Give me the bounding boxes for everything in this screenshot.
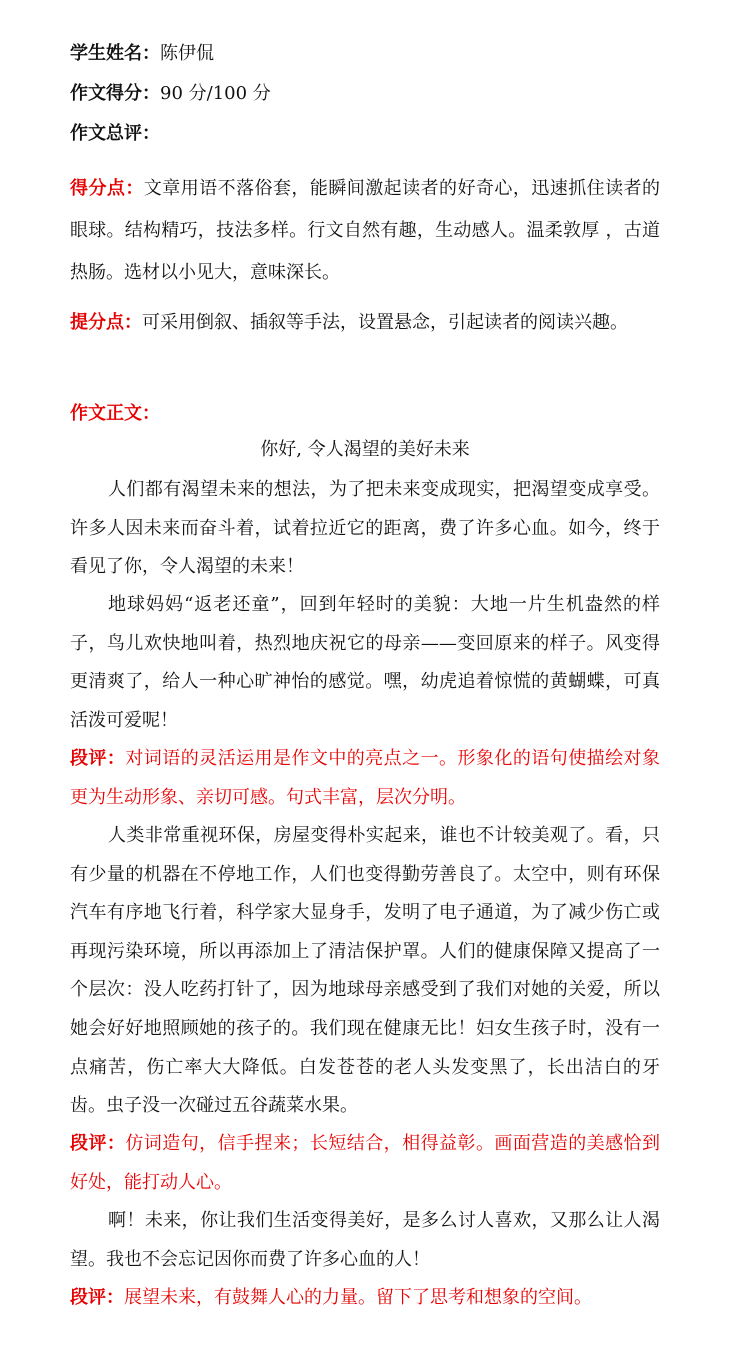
score-label: 作文得分：: [70, 83, 160, 104]
merits-text: 文章用语不落俗套，能瞬间激起读者的好奇心，迅速抓住读者的眼球。结构精巧，技法多样。行文自然有趣，生动感人。温柔敦厚 ，古道热肠。选材以小见大，意味深长。: [70, 178, 661, 283]
merits-tag: 得分点：: [70, 178, 144, 199]
student-name-label: 学生姓名：: [70, 43, 160, 64]
score-row: [70, 82, 271, 106]
improve-tag: 提分点：: [70, 312, 142, 333]
paragraph-review-3-tag: 段评：: [70, 1287, 124, 1308]
paragraph-review-1-text: 对词语的灵活运用是作文中的亮点之一。形象化的语句使描绘对象更为生动形象、亲切可感。句式丰富，层次分明。: [70, 748, 661, 808]
improve-paragraph: [70, 302, 660, 344]
student-name-row: [70, 42, 214, 66]
paragraph-review-3-text: 展望未来，有鼓舞人心的力量。留下了思考和想象的空间。: [124, 1287, 592, 1308]
essay-paragraph-2: 地球妈妈“返老还童”，回到年轻时的美貌：大地一片生机盎然的样子，鸟儿欢快地叫着，热烈地庆祝它的母亲——变回原来的样子。风变得更清爽了，给人一种心旷神怡的感觉。嘿，幼虎追着惊慌的黄蝴蝶，可真活泼可爱呢！: [70, 594, 660, 731]
essay-paragraph-1: 人们都有渴望未来的想法，为了把未来变成现实，把渴望变成享受。许多人因未来而奋斗着，试着拉近它的距离，费了许多心血。如今，终于看见了你，令人渴望的未来！: [70, 479, 660, 578]
overall-review-label: 作文总评：: [70, 123, 160, 144]
paragraph-review-2: [70, 1125, 660, 1202]
paragraph-review-2-tag: 段评：: [70, 1133, 126, 1154]
paragraph-review-1: [70, 740, 660, 817]
overall-review-row: [70, 122, 160, 146]
essay-paragraph-3: 人类非常重视环保，房屋变得朴实起来，谁也不计较美观了。看，只有少量的机器在不停地工作，人们也变得勤劳善良了。太空中，则有环保汽车有序地飞行着，科学家大显身手，发明了电子通道，为了减少伤亡或再现污染环境，所以再添加上了清洁保护罩。人们的健康保障又提高了一个层次：没人吃药打针了，因为地球母亲感受到了我们对她的关爱，所以她会好好地照顾她的孩子的。我们现在健康无比！妇女生孩子时，没有一点痛苦，伤亡率大大降低。白发苍苍的老人头发变黑了，长出洁白的牙齿。虫子没一次碰过五谷蔬菜水果。: [70, 825, 660, 1117]
essay-title: 你好, 令人渴望的美好未来: [260, 439, 470, 460]
paragraph-review-2-text: 仿词造句，信手捏来；长短结合，相得益彰。画面营造的美感恰到好处，能打动人心。: [70, 1133, 661, 1193]
essay-label: 作文正文：: [70, 403, 160, 424]
student-name-value: 陈伊侃: [160, 43, 214, 64]
paragraph-review-1-tag: 段评：: [70, 748, 126, 769]
essay-paragraph-4: 啊！未来，你让我们生活变得美好，是多么讨人喜欢，又那么让人渴望。我也不会忘记因你而费了许多心血的人！: [70, 1210, 660, 1270]
score-value: 90 分/100 分: [160, 83, 271, 104]
improve-text: 可采用倒叙、插叙等手法，设置悬念，引起读者的阅读兴趣。: [142, 312, 628, 333]
paragraph-review-3: [70, 1279, 660, 1318]
essay-label-row: [70, 402, 160, 426]
merits-paragraph: [70, 168, 660, 294]
